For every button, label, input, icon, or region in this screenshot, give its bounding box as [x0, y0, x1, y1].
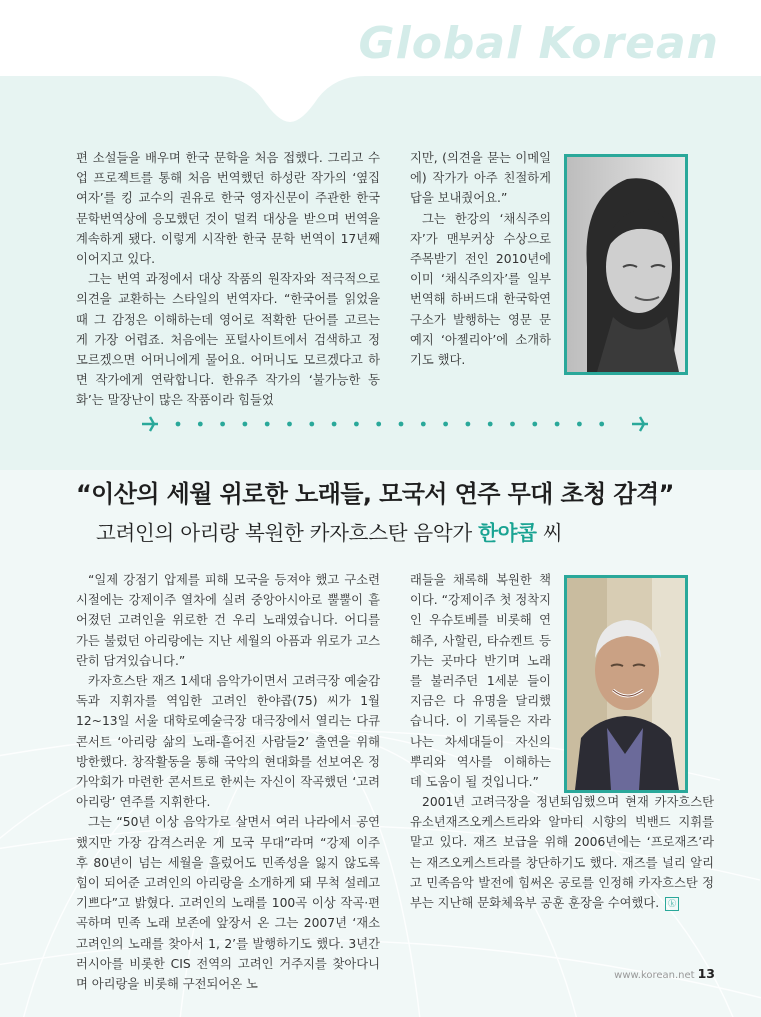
article2-right-column-bottom	[410, 792, 714, 913]
paragraph: 래들을 채록해 복원한 책이다. “강제이주 첫 정착지인 우슈토베를 비롯해 연해주, 사할린, 타슈켄트 등 가는 곳마다 반기며 노래를 불러주던 1세분 들이 지금은 다 유명을 달리했습니다. 이 기록들은 자라나는 차세대들이 자신의 뿌리와 역사를 이해하는 데 도움이 될 것입니다.”	[410, 573, 551, 790]
subheading-text: 고려인의 아리랑 복원한 카자흐스탄 음악가	[96, 521, 479, 545]
paragraph	[410, 792, 714, 913]
paragraph-text: 2001년 고려극장을 정년퇴임했으며 현재 카자흐스탄 유소년재즈오케스트라와 알마티 시향의 빅밴드 지휘를 맡고 있다. 재즈 보급을 위해 2006년에는 ‘프로재즈’라는 재즈오케스트라를 창단하기도 했다. 재즈를 널리 알리고 민족음악 발전에 힘써온 공로를 인정해 카자흐스탄 정부는 지난해 문화체육부 공훈 훈장을 수여했다.	[410, 795, 714, 911]
paragraph: 그는 한강의 ‘채식주의자’가 맨부커상 수상으로 주목받기 전인 2010년에 이미 ‘채식주의자’를 일부 번역해 하버드대 한국학연구소가 발행하는 영문 문예지 ‘아젤리아’에 소개하기도 했다.	[410, 211, 551, 368]
divider-dot	[488, 422, 493, 427]
divider-dot	[443, 422, 448, 427]
divider-dot	[555, 422, 560, 427]
divider-dot	[243, 422, 248, 427]
paragraph: “일제 강점기 압제를 피해 모국을 등져야 했고 구소련 시절에는 강제이주 열차에 실려 중앙아시아로 뿔뿔이 흩어졌던 고려인을 위로한 건 우리 노래였습니다. 어디를 가든 불렀던 아리랑에는 지난 세월의 아픔과 위로가 고스란히 담겨있습니다.”	[76, 573, 381, 668]
paragraph: 그는 “50년 이상 음악가로 살면서 여러 나라에서 공연했지만 가장 감격스러운 게 모국 무대”라며 “강제 이주 후 80년이 넘는 세월을 흘렀어도 민족성을 잃지 않도록 힘이 되어준 고려인의 아리랑을 소개하게 돼 무척 설레고 기쁘다”고 밝혔다. 고려인의 노래를 100곡 이상 작곡·편곡하며 민족 노래 보존에 앞장서 온 그는 2007년 ‘재소고려인의 노래를 찾아서 1, 2’를 발행하기도 했다. 3년간 러시아를 비롯한 CIS 전역의 고려인 거주지를 찾아다니며 아리랑을 비롯해 구전되어온 노	[76, 815, 380, 992]
divider-dot	[220, 422, 225, 427]
divider-dot	[332, 422, 337, 427]
divider-dot	[198, 422, 203, 427]
portrait-man-image	[567, 578, 685, 790]
divider-dot	[532, 422, 537, 427]
airplane-icon	[142, 417, 158, 431]
article1-right-column	[410, 148, 551, 370]
airplane-icon	[632, 417, 648, 431]
divider-dot	[510, 422, 515, 427]
divider-dot	[265, 422, 270, 427]
paragraph: 카자흐스탄 재즈 1세대 음악가이면서 고려극장 예술감독과 지휘자를 역임한 고려인 한야콥(75) 씨가 1월 12~13일 서울 대학로예술극장 대극장에서 열리는 다큐 콘서트 ‘아리랑 삶의 노래-흩어진 사람들2’ 출연을 위해 방한했다. 창작활동을 통해 국악의 현대화를 선보여온 정가악회가 마련한 콘서트로 한씨는 자신이 작곡했던 ‘고려아리랑’ 연주를 지휘한다.	[76, 674, 380, 810]
section-divider	[140, 412, 650, 436]
end-mark-icon: ⓚ	[665, 897, 679, 911]
article2-right-column-top	[410, 570, 551, 792]
footer-site: www.korean.net	[614, 970, 695, 981]
divider-dot	[176, 422, 181, 427]
divider-dot	[354, 422, 359, 427]
article-subheading	[96, 516, 562, 546]
divider-dot	[599, 422, 604, 427]
article1-left-column	[76, 148, 380, 411]
paragraph: 편 소설들을 배우며 한국 문학을 처음 접했다. 그리고 수업 프로젝트를 통해 처음 번역했던 하성란 작가의 ‘옆집 여자’를 킹 교수의 권유로 한국 영자신문이 주관한 한국문학번역상에 응모했던 것이 덜컥 대상을 받으며 번역을 계속하게 됐다. 이렇게 시작한 한국 문학 번역이 17년째 이어지고 있다.	[76, 151, 380, 267]
subheading-suffix: 씨	[536, 521, 563, 545]
divider-dot	[421, 422, 426, 427]
paragraph: 지만, (의견을 묻는 이메일에) 작가가 아주 친절하게 답을 보내줬어요.”	[410, 151, 551, 206]
musician-photo	[564, 575, 688, 793]
divider-dot	[309, 422, 314, 427]
page-number: 13	[697, 966, 715, 981]
page-footer	[614, 966, 715, 981]
divider-dot	[466, 422, 471, 427]
divider-dot	[399, 422, 404, 427]
translator-photo	[564, 154, 688, 375]
article-headline: “이산의 세월 위로한 노래들, 모국서 연주 무대 초청 감격”	[76, 480, 674, 508]
divider-dot	[376, 422, 381, 427]
paragraph: 그는 번역 과정에서 대상 작품의 원작자와 적극적으로 의견을 교환하는 스타일의 번역자다. “한국어를 읽었을 때 그 감정은 이해하는데 영어로 적확한 단어를 고르는 게 가장 어렵죠. 처음에는 포털사이트에서 검색하고 정 모르겠으면 어머니에게 물어요. 어머니도 모르겠다고 하면 작가에게 연락합니다. 한유주 작가의 ‘불가능한 동화’는 말장난이 많은 작품이라 힘들었	[76, 272, 380, 408]
portrait-woman-image	[567, 157, 685, 372]
section-title: Global Korean	[358, 18, 719, 69]
subject-name: 한야콥	[478, 521, 537, 545]
article2-left-column	[76, 570, 380, 994]
divider-dot	[287, 422, 292, 427]
divider-dot	[577, 422, 582, 427]
